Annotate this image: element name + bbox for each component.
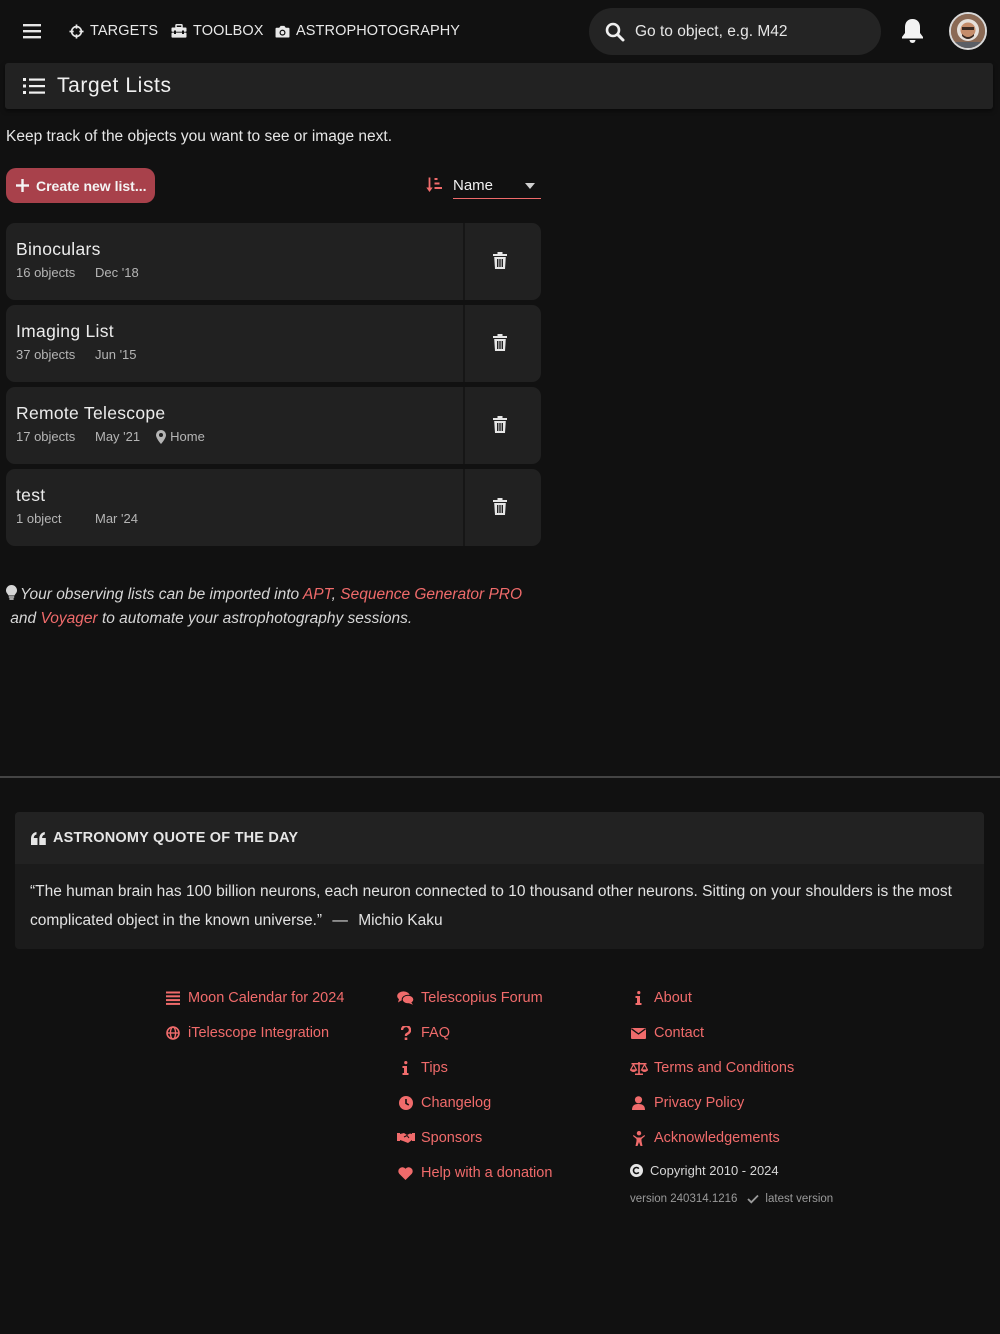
footer-link-forum[interactable] (394, 990, 543, 1006)
list-name: Binoculars (16, 239, 101, 259)
list-location (156, 429, 205, 444)
footer-link-label: About (654, 990, 692, 1006)
globe-icon (161, 1026, 184, 1040)
lightbulb-icon (6, 585, 17, 600)
target-list-card[interactable] (6, 469, 541, 546)
caret-down-icon (525, 183, 535, 189)
footer-link-acknowledgements[interactable] (627, 1130, 780, 1146)
footer-link-sponsors[interactable] (394, 1130, 482, 1146)
card-divider (463, 305, 465, 382)
footer-link-label: Changelog (421, 1095, 492, 1111)
quote-icon (31, 832, 46, 845)
quote-dash: — (332, 911, 348, 929)
quote-heading: ASTRONOMY QUOTE OF THE DAY (53, 830, 299, 846)
footer-link-label: Terms and Conditions (654, 1060, 795, 1076)
trash-icon[interactable] (493, 498, 507, 515)
balance-scale-icon (627, 1061, 650, 1075)
footer-link-label: Privacy Policy (654, 1095, 745, 1111)
list-name: Remote Telescope (16, 403, 166, 423)
list-name: test (16, 485, 46, 505)
target-list-card[interactable] (6, 305, 541, 382)
footer-link-terms[interactable] (627, 1060, 794, 1076)
footer-link-itelescope[interactable] (161, 1025, 329, 1041)
top-bar (0, 0, 1000, 62)
nav-astrophotography-label: ASTROPHOTOGRAPHY (296, 23, 461, 39)
bell-icon[interactable] (900, 17, 925, 44)
tip-text: Your observing lists can be imported into (20, 586, 303, 603)
comments-icon (394, 991, 417, 1005)
page-title-bar (5, 63, 993, 109)
check-icon (747, 1194, 759, 1204)
trash-icon[interactable] (493, 334, 507, 351)
list-count: 17 objects (16, 429, 76, 444)
sequence-generator-link[interactable]: Sequence Generator PRO (340, 586, 523, 603)
nav-targets-label: TARGETS (90, 23, 159, 39)
copyright (630, 1163, 779, 1178)
target-list-card[interactable] (6, 223, 541, 300)
card-divider (463, 387, 465, 464)
quote-author: Michio Kaku (358, 911, 443, 929)
list-meta (16, 429, 205, 444)
info-icon (394, 1061, 417, 1075)
quote-header (15, 812, 984, 864)
list-date: Mar '24 (95, 511, 138, 526)
list-count: 16 objects (16, 265, 76, 280)
list-date: Dec '18 (95, 265, 139, 280)
card-divider (463, 223, 465, 300)
footer-link-label: Help with a donation (421, 1165, 553, 1181)
toolbox-icon (171, 24, 187, 38)
menu-icon[interactable] (20, 19, 44, 43)
footer-link-label: Telescopius Forum (421, 990, 543, 1006)
nav-toolbox[interactable] (171, 22, 264, 40)
footer-link-label: Sponsors (421, 1130, 483, 1146)
search-input[interactable] (635, 23, 855, 41)
footer-link-moon-calendar[interactable] (161, 990, 344, 1006)
list-count: 1 object (16, 511, 62, 526)
quote-card (15, 812, 984, 949)
quote-body (15, 864, 984, 949)
page-intro: Keep track of the objects you want to see or image next. (6, 128, 392, 145)
crosshair-icon (69, 24, 84, 39)
card-divider (463, 469, 465, 546)
list-meta (16, 265, 139, 280)
search-box[interactable] (589, 8, 881, 55)
create-list-label: Create new list... (36, 177, 147, 194)
heart-icon (394, 1167, 417, 1180)
apt-link[interactable]: APT (302, 586, 332, 603)
search-icon (605, 22, 625, 42)
footer-link-label: FAQ (421, 1025, 451, 1041)
import-tip (6, 583, 551, 630)
copyright-icon (630, 1164, 643, 1177)
calendar-list-icon (161, 991, 184, 1005)
footer-link-changelog[interactable] (394, 1095, 491, 1111)
target-list-card[interactable] (6, 387, 541, 464)
list-date: Jun '15 (95, 347, 137, 362)
footer-link-privacy[interactable] (627, 1095, 744, 1111)
voyager-link[interactable]: Voyager (40, 609, 98, 627)
version-info (630, 1193, 833, 1205)
info-icon (627, 991, 650, 1005)
list-meta (16, 511, 138, 526)
nav-astrophotography[interactable] (275, 22, 460, 40)
list-icon (23, 77, 45, 95)
tip-text: to automate your astrophotography sessions. (97, 609, 413, 627)
footer-link-label: Contact (654, 1025, 704, 1041)
avatar[interactable] (949, 12, 987, 50)
trash-icon[interactable] (493, 416, 507, 433)
copyright-text: Copyright 2010 - 2024 (650, 1163, 779, 1178)
footer-link-label: iTelescope Integration (188, 1025, 330, 1041)
envelope-icon (627, 1028, 650, 1039)
create-list-button[interactable] (6, 168, 155, 203)
list-count: 37 objects (16, 347, 76, 362)
footer-link-label: Moon Calendar for 2024 (188, 990, 345, 1006)
nav-toolbox-label: TOOLBOX (193, 23, 264, 39)
list-meta (16, 347, 137, 362)
clock-icon (394, 1096, 417, 1110)
quote-text: “The human brain has 100 billion neurons, each neuron connected to 10 thousand other neurons. Sitting on your shoulders is the most complicated object in the known universe.” (30, 883, 952, 929)
map-marker-icon (156, 430, 166, 444)
list-location-label: Home (170, 429, 205, 444)
question-icon (394, 1026, 417, 1040)
list-date: May '21 (95, 429, 141, 444)
handshake-icon (394, 1132, 417, 1144)
page-title: Target Lists (57, 74, 172, 97)
footer-link-contact[interactable] (627, 1025, 704, 1041)
sort-order-icon[interactable] (426, 177, 443, 193)
trash-icon[interactable] (493, 252, 507, 269)
user-icon (627, 1096, 650, 1110)
tip-text: and (6, 609, 41, 627)
footer-link-donation[interactable] (394, 1165, 552, 1181)
nav-targets[interactable] (69, 22, 158, 40)
version-status: latest version (765, 1193, 834, 1205)
list-name: Imaging List (16, 321, 114, 341)
version-text: version 240314.1216 (630, 1193, 738, 1205)
camera-icon (275, 25, 290, 38)
sort-select-value: Name (453, 177, 494, 194)
footer-link-label: Acknowledgements (654, 1130, 780, 1146)
section-divider (0, 776, 1000, 778)
footer-link-about[interactable] (627, 990, 692, 1006)
footer-link-faq[interactable] (394, 1025, 450, 1041)
tip-separator: , (331, 586, 341, 603)
child-icon (627, 1131, 650, 1146)
sort-select[interactable] (453, 173, 541, 199)
plus-icon (16, 179, 29, 192)
footer-link-label: Tips (421, 1060, 448, 1076)
footer-link-tips[interactable] (394, 1060, 448, 1076)
